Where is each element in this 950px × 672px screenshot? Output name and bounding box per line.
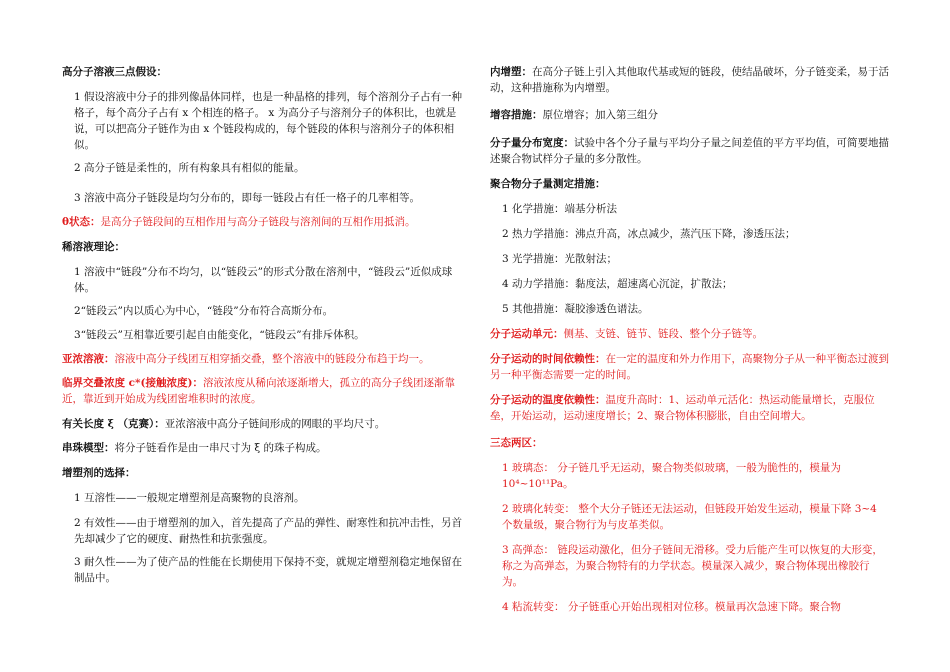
- semi-dilute-definition: 亚浓溶液：溶液中高分子线团互相穿插交叠，整个溶液中的链段分布趋于均一。: [62, 353, 430, 365]
- dilute-point-2: 2“链段云”内以质心为中心，“链段”分布符合高斯分布。: [74, 305, 334, 317]
- left-column: [62, 64, 470, 586]
- mw-distribution-width-definition: 分子量分布宽度：试验中各个分子量与平均分子量之间差值的平方平均值，可简要地描述聚合物试样分子量的多分散性。: [490, 137, 889, 165]
- heading-dilute-theory: 稀溶液理论：: [62, 241, 125, 253]
- state-viscous-flow-transition: 4 粘流转变： 分子链重心开始出现相对位移。模量再次急速下降。聚合物: [502, 601, 841, 613]
- critical-overlap-definition: 临界交叠浓度 c*(接触浓度)：溶液浓度从稀向浓逐渐增大，孤立的高分子线团逐渐靠近，靠近到开始成为线团密堆积时的浓度。: [62, 377, 455, 405]
- dilute-point-1: 1 溶液中“链段”分布不均匀，以“链段云”的形式分散在溶剂中，“链段云”近似成球体。: [74, 266, 453, 294]
- assumption-3: 3 溶液中高分子链段是均匀分布的，即每一链段占有任一格子的几率相等。: [74, 192, 421, 204]
- state-glass-transition: 2 玻璃化转变： 整个大分子链还无法运动，但链段开始发生运动，模量下降 3~4 个数量级，聚合物行为与皮革类似。: [502, 503, 877, 531]
- internal-plasticization-definition: 内增塑：在高分子链上引入其他取代基或短的链段，使结晶破坏，分子链变柔，易于活动，这种措施称为内增塑。: [490, 66, 889, 94]
- correlation-length-definition: 有关长度 ξ （克赛）：亚浓溶液中高分子链间形成的网眼的平均尺寸。: [62, 418, 386, 430]
- dilute-point-3: 3“链段云”互相靠近要引起自由能变化，“链段云”有排斥体积。: [74, 329, 365, 341]
- theta-state-definition: θ状态：是高分子链段间的互相作用与高分子链段与溶剂间的互相作用抵消。: [62, 216, 416, 228]
- plasticizer-point-3: 3 耐久性——为了使产品的性能在长期使用下保持不变，就规定增塑剂稳定地保留在制品中。: [74, 556, 463, 584]
- bead-model-definition: 串珠模型：将分子链看作是由一串尺寸为 ξ 的珠子构成。: [62, 442, 327, 454]
- heading-three-states: 三态两区：: [490, 437, 543, 449]
- right-column: [490, 64, 890, 615]
- time-dependence-definition: 分子运动的时间依赖性：在一定的温度和外力作用下，高聚物分子从一种平衡态过渡到另一种平衡态需要一定的时间。: [490, 353, 889, 381]
- assumption-1: 1 假设溶液中分子的排列像晶体同样，也是一种晶格的排列，每个溶剂分子占有一种格子，每个高分子占有 x 个相连的格子。 x 为高分子与溶剂分子的体积比，也就是说，可以把高分子链作为由 x 个链段构成的，每个链段的体积与溶剂分子的体积相似。: [74, 91, 463, 151]
- state-glassy: 1 玻璃态： 分子链几乎无运动，聚合物类似玻璃，一般为脆性的，模量为 10⁴~10¹¹Pa。: [502, 462, 841, 490]
- compatibilization-definition: 增容措施：原位增容；加入第三组分: [490, 109, 658, 121]
- temperature-dependence-definition: 分子运动的温度依赖性：温度升高时：1、运动单元活化：热运动能量增长，克服位垒，开始运动，运动速度增长；2、聚合物体积膨胀，自由空间增大。: [490, 394, 875, 422]
- mw-method-5: 5 其他措施：凝胶渗透色谱法。: [502, 303, 649, 315]
- mw-method-1: 1 化学措施：端基分析法: [502, 203, 618, 215]
- assumption-2: 2 高分子链是柔性的，所有构象具有相似的能量。: [74, 162, 305, 174]
- heading-plasticizer: 增塑剂的选择：: [62, 467, 136, 479]
- heading-three-assumptions: 高分子溶液三点假设：: [62, 66, 167, 78]
- plasticizer-point-1: 1 互溶性——一般规定增塑剂是高聚物的良溶剂。: [74, 492, 305, 504]
- mw-method-2: 2 热力学措施：沸点升高，冰点减少，蒸汽压下降，渗透压法；: [502, 228, 796, 240]
- mw-method-3: 3 光学措施：光散射法；: [502, 253, 618, 265]
- motion-unit-definition: 分子运动单元：侧基、支链、链节、链段、整个分子链等。: [490, 328, 763, 340]
- mw-method-4: 4 动力学措施：黏度法，超速离心沉淀，扩散法；: [502, 278, 733, 290]
- state-high-elastic: 3 高弹态： 链段运动激化，但分子链间无滑移。受力后能产生可以恢复的大形变，称之为高弹态，为聚合物特有的力学状态。模量深入减少，聚合物体现出橡胶行为。: [502, 544, 883, 588]
- plasticizer-point-2: 2 有效性——由于增塑剂的加入，首先提高了产品的弹性、耐寒性和抗冲击性，另首先却减少了它的硬度、耐热性和抗张强度。: [74, 517, 463, 545]
- heading-mw-measurement: 聚合物分子量测定措施：: [490, 178, 606, 190]
